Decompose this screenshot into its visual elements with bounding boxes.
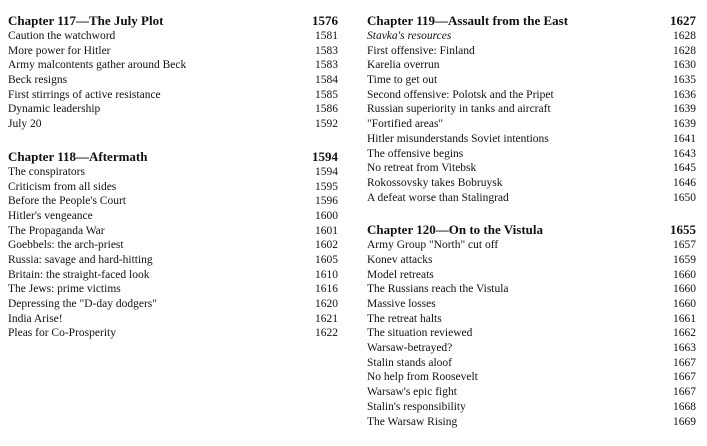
entry-title: Russia: savage and hard-hitting	[8, 253, 153, 266]
toc-entry	[367, 326, 696, 341]
entry-title: Time to get out	[367, 74, 438, 87]
toc-entry	[8, 312, 338, 327]
entry-title: Stalin's responsibility	[367, 400, 466, 413]
toc-entry	[367, 385, 696, 400]
entry-title: Caution the watchword	[8, 30, 116, 42]
chapter-page-number: 1627	[670, 13, 696, 28]
toc-entry	[367, 268, 696, 283]
toc-entry	[367, 147, 696, 162]
entry-page-number: 1657	[673, 239, 696, 252]
entry-title: Russian superiority in tanks and aircraft	[367, 103, 551, 116]
entry-title: Warsaw's epic fight	[367, 386, 457, 399]
entry-title: Second offensive: Polotsk and the Pripet	[367, 88, 554, 101]
entry-title: Rokossovsky takes Bobruysk	[367, 176, 503, 189]
toc-entry	[367, 161, 696, 176]
chapter-heading	[8, 149, 338, 164]
toc-entry	[367, 312, 696, 327]
chapter-heading	[367, 222, 696, 237]
toc-entry	[8, 44, 338, 59]
entry-page-number: 1667	[673, 386, 696, 399]
entry-title: "Fortified areas"	[367, 118, 444, 131]
entry-page-number: 1583	[315, 44, 338, 57]
entry-title: First offensive: Finland	[367, 44, 475, 57]
chapter-title: Chapter 120—On to the Vistula	[367, 222, 543, 238]
toc-entry	[8, 253, 338, 268]
entry-title: Warsaw-betrayed?	[367, 342, 453, 355]
entry-page-number: 1645	[673, 162, 696, 175]
chapter-section	[8, 13, 338, 132]
entry-page-number: 1592	[315, 118, 338, 131]
entry-page-number: 1660	[673, 298, 696, 310]
toc-entry	[367, 73, 696, 88]
entry-page-number: 1616	[315, 283, 338, 296]
entry-title: Model retreats	[367, 268, 434, 281]
entry-page-number: 1586	[315, 103, 338, 116]
entry-title: The Propaganda War	[8, 224, 105, 237]
entry-title: Stavka's resources	[367, 30, 452, 42]
chapter-page-number: 1576	[312, 13, 338, 28]
entry-title: Britain: the straight-faced look	[8, 268, 150, 281]
toc-entry	[8, 29, 338, 44]
entry-page-number: 1628	[673, 44, 696, 57]
toc-entry	[8, 224, 338, 239]
entry-title: No retreat from Vitebsk	[367, 162, 477, 175]
entry-title: Goebbels: the arch-priest	[8, 239, 124, 252]
chapter-title: Chapter 117—The July Plot	[8, 13, 164, 28]
toc-entry	[8, 73, 338, 88]
toc-entry	[8, 165, 338, 180]
entry-title: Army malcontents gather around Beck	[8, 59, 187, 72]
toc-entry	[367, 238, 696, 253]
entry-title: More power for Hitler	[8, 44, 111, 57]
entry-title: Karelia overrun	[367, 59, 440, 72]
toc-column-left	[8, 13, 338, 341]
toc-entry	[367, 400, 696, 415]
entry-title: Criticism from all sides	[8, 180, 117, 193]
toc-entry	[8, 102, 338, 117]
entry-title: The situation reviewed	[367, 327, 473, 340]
entry-page-number: 1663	[673, 342, 696, 355]
entry-page-number: 1585	[315, 88, 338, 101]
entry-title: Army Group "North" cut off	[367, 239, 499, 252]
toc-entry	[367, 132, 696, 147]
entry-page-number: 1650	[673, 191, 696, 204]
toc-entry	[8, 238, 338, 253]
entry-page-number: 1643	[673, 147, 696, 160]
entry-page-number: 1635	[673, 74, 696, 87]
chapter-section	[367, 13, 696, 205]
toc-entry	[367, 297, 696, 312]
entry-title: Pleas for Co-Prosperity	[8, 327, 116, 340]
entry-title: Stalin stands aloof	[367, 356, 452, 369]
entry-page-number: 1595	[315, 180, 338, 193]
entry-page-number: 1630	[673, 59, 696, 72]
entry-title: The conspirators	[8, 165, 85, 178]
entry-page-number: 1594	[315, 165, 338, 178]
entry-page-number: 1659	[673, 253, 696, 266]
toc-entry	[8, 180, 338, 195]
entry-page-number: 1639	[673, 103, 696, 116]
toc-entry	[8, 88, 338, 103]
entry-page-number: 1660	[673, 283, 696, 296]
chapter-heading	[8, 13, 338, 28]
entry-title: A defeat worse than Stalingrad	[367, 191, 509, 204]
entry-title: The retreat halts	[367, 312, 442, 325]
toc-entry	[367, 356, 696, 371]
entry-page-number: 1600	[315, 209, 338, 222]
entry-page-number: 1636	[673, 88, 696, 101]
entry-page-number: 1581	[315, 30, 338, 42]
toc-entry	[8, 268, 338, 283]
entry-page-number: 1601	[315, 224, 338, 237]
entry-title: India Arise!	[8, 312, 63, 325]
entry-page-number: 1661	[673, 312, 696, 325]
entry-title: Hitler misunderstands Soviet intentions	[367, 132, 549, 145]
entry-title: Beck resigns	[8, 74, 68, 87]
entry-page-number: 1639	[673, 118, 696, 131]
entry-page-number: 1621	[315, 312, 338, 325]
toc-entry	[367, 415, 696, 430]
entry-page-number: 1605	[315, 253, 338, 266]
entry-page-number: 1596	[315, 195, 338, 208]
toc-entry	[8, 297, 338, 312]
entry-page-number: 1662	[673, 327, 696, 340]
toc-entry	[367, 253, 696, 268]
toc-entry	[8, 326, 338, 341]
toc-entry	[367, 58, 696, 73]
entry-title: The Jews: prime victims	[8, 283, 121, 296]
entry-page-number: 1668	[673, 400, 696, 413]
toc-entry	[367, 191, 696, 206]
toc-entry	[8, 209, 338, 224]
entry-page-number: 1622	[315, 327, 338, 340]
entry-title: Konev attacks	[367, 253, 433, 266]
toc-entry	[367, 44, 696, 59]
chapter-page-number: 1594	[312, 148, 338, 164]
chapter-section	[8, 149, 338, 341]
entry-page-number: 1641	[673, 132, 696, 145]
entry-page-number: 1646	[673, 176, 696, 189]
entry-title: No help from Roosevelt	[367, 371, 478, 384]
toc-entry	[367, 102, 696, 117]
chapter-heading	[367, 13, 696, 28]
chapter-title: Chapter 119—Assault from the East	[367, 13, 569, 28]
toc-entry	[367, 117, 696, 132]
toc-entry	[367, 282, 696, 297]
entry-page-number: 1583	[315, 59, 338, 72]
entry-page-number: 1620	[315, 298, 338, 310]
toc-entry	[367, 370, 696, 385]
chapter-page-number: 1655	[670, 222, 696, 238]
chapter-section	[367, 222, 696, 429]
entry-title: Dynamic leadership	[8, 103, 101, 116]
entry-page-number: 1602	[315, 239, 338, 252]
entry-title: Massive losses	[367, 298, 436, 310]
toc-entry	[367, 88, 696, 103]
entry-page-number: 1584	[315, 74, 338, 87]
toc-entry	[8, 58, 338, 73]
entry-page-number: 1667	[673, 371, 696, 384]
entry-page-number: 1667	[673, 356, 696, 369]
entry-title: Depressing the "D-day dodgers"	[8, 298, 157, 310]
toc-entry	[8, 194, 338, 209]
chapter-title: Chapter 118—Aftermath	[8, 148, 148, 164]
entry-title: First stirrings of active resistance	[8, 88, 161, 101]
entry-page-number: 1660	[673, 268, 696, 281]
toc-column-right	[367, 13, 696, 429]
entry-title: Before the People's Court	[8, 195, 127, 208]
toc-entry	[367, 341, 696, 356]
entry-title: Hitler's vengeance	[8, 209, 93, 222]
entry-title: The offensive begins	[367, 147, 464, 160]
toc-entry	[367, 29, 696, 44]
entry-page-number: 1669	[673, 415, 696, 428]
entry-page-number: 1610	[315, 268, 338, 281]
entry-title: The Warsaw Rising	[367, 415, 458, 428]
toc-entry	[8, 117, 338, 132]
toc-entry	[8, 282, 338, 297]
entry-page-number: 1628	[673, 30, 696, 42]
toc-entry	[367, 176, 696, 191]
entry-title: July 20	[8, 118, 42, 131]
entry-title: The Russians reach the Vistula	[367, 283, 509, 296]
